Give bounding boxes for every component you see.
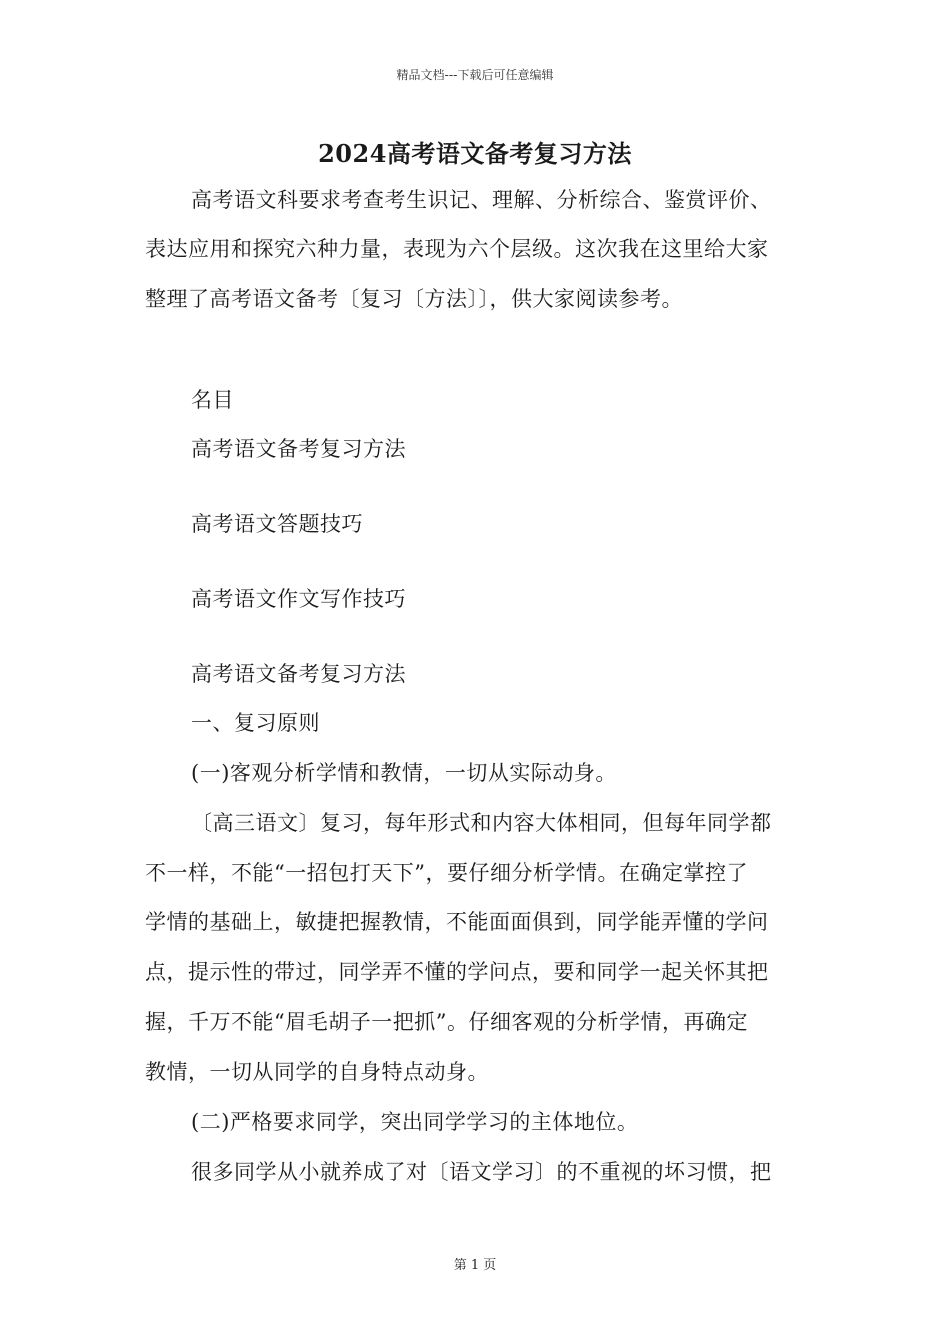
- paragraph-line: 握，千万不能“眉毛胡子一把抓”。仔细客观的分析学情，再确定: [145, 1010, 748, 1034]
- paragraph-line: 教情，一切从同学的自身特点动身。: [145, 1060, 489, 1084]
- paragraph-line: 很多同学从小就养成了对〔语文学习〕的不重视的坏习惯，把: [191, 1160, 772, 1184]
- page-number: 第 1 页: [453, 1258, 497, 1273]
- paragraph-line: 高考语文科要求考查考生识记、理解、分析综合、鉴赏评价、: [191, 188, 772, 212]
- paragraph-line: 〔高三语文〕复习，每年形式和内容大体相同，但每年同学都: [191, 811, 772, 835]
- section-point: (一)客观分析学情和教情，一切从实际动身。: [191, 761, 617, 785]
- toc-item: 高考语文答题技巧: [191, 512, 363, 536]
- toc-item: 高考语文备考复习方法: [191, 437, 406, 461]
- paragraph-line: 整理了高考语文备考〔复习〔方法〕〕，供大家阅读参考。: [145, 287, 683, 311]
- paragraph-line: 不一样，不能“一招包打天下”，要仔细分析学情。在确定掌控了: [145, 861, 748, 885]
- section-point: (二)严格要求同学，突出同学学习的主体地位。: [191, 1110, 639, 1134]
- paragraph-line: 学情的基础上，敏捷把握教情，不能面面俱到，同学能弄懂的学问: [145, 910, 769, 934]
- section-subheading: 一、复习原则: [191, 711, 320, 735]
- toc-item: 高考语文作文写作技巧: [191, 587, 406, 611]
- toc-heading: 名目: [191, 388, 234, 412]
- paragraph-line: 点，提示性的带过，同学弄不懂的学问点，要和同学一起关怀其把: [145, 960, 769, 984]
- page-header: 精品文档---下载后可任意编辑: [396, 68, 554, 82]
- paragraph-line: 表达应用和探究六种力量，表现为六个层级。这次我在这里给大家: [145, 237, 769, 261]
- document-title: 2024高考语文备考复习方法: [318, 139, 632, 168]
- section-heading: 高考语文备考复习方法: [191, 662, 406, 686]
